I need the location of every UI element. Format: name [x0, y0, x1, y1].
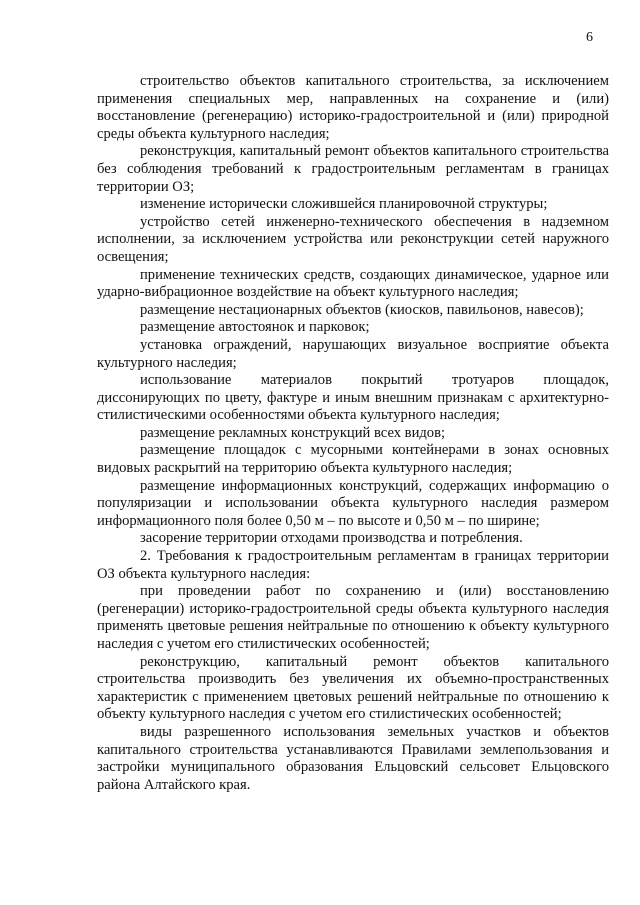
- paragraph: использование материалов покрытий тротуаров площадок, диссонирующих по цвету, фактуре и иным внешним признакам с архитектурно-стилистическими особенностями объекта культурного наследия;: [97, 372, 609, 424]
- paragraph: строительство объектов капитального строительства, за исключением применения специальных мер, направленных на сохранение и (или) восстановление (регенерацию) историко-градостроительной и (или) природной среды объекта культурного наследия;: [97, 73, 609, 142]
- paragraph: 2. Требования к градостроительным регламентам в границах территории ОЗ объекта культурного наследия:: [97, 548, 609, 582]
- paragraph: установка ограждений, нарушающих визуальное восприятие объекта культурного наследия;: [97, 336, 609, 371]
- page-number: 6: [586, 30, 593, 45]
- paragraph: засорение территории отходами производства и потребления.: [140, 530, 523, 547]
- paragraph: размещение рекламных конструкций всех видов;: [140, 424, 446, 441]
- paragraph: реконструкцию, капитальный ремонт объектов капитального строительства производить без увеличения их объемно-пространственных характеристик с применением цветовых решений нейтральные по отношению к объекту культурного наследия с учетом его стилистических особенностей;: [97, 653, 609, 723]
- paragraph: при проведении работ по сохранению и (или) восстановлению (регенерации) историко-градостроительной среды объекта культурного наследия применять цветовые решения нейтральные по отношению к объекту культурного наследия с учетом его стилистических особенностей;: [97, 583, 609, 652]
- paragraph: устройство сетей инженерно-технического обеспечения в надземном исполнении, за исключением устройства или реконструкции сетей наружного освещения;: [97, 213, 609, 265]
- paragraph: применение технических средств, создающих динамическое, ударное или ударно-вибрационное воздействие на объект культурного наследия;: [97, 266, 609, 301]
- paragraph: размещение информационных конструкций, содержащих информацию о популяризации и использовании объекта культурного наследия размером информационного поля более 0,50 м – по высоте и 0,50 м – по ширине;: [97, 477, 609, 529]
- paragraph: изменение исторически сложившейся планировочной структуры;: [140, 196, 548, 213]
- document-body: [97, 73, 609, 794]
- paragraph: размещение автостоянок и парковок;: [140, 319, 370, 336]
- paragraph: реконструкция, капитальный ремонт объектов капитального строительства без соблюдения требований к градостроительным регламентам в границах территории ОЗ;: [97, 143, 609, 195]
- paragraph: виды разрешенного использования земельных участков и объектов капитального строительства устанавливаются Правилами землепользования и застройки муниципального образования Ельцовский сельсовет Ельцовского района Алтайского края.: [97, 723, 609, 793]
- paragraph: размещение площадок с мусорными контейнерами в зонах основных видовых раскрытий на территорию объекта культурного наследия;: [97, 442, 609, 477]
- paragraph: размещение нестационарных объектов (киосков, павильонов, навесов);: [140, 301, 584, 318]
